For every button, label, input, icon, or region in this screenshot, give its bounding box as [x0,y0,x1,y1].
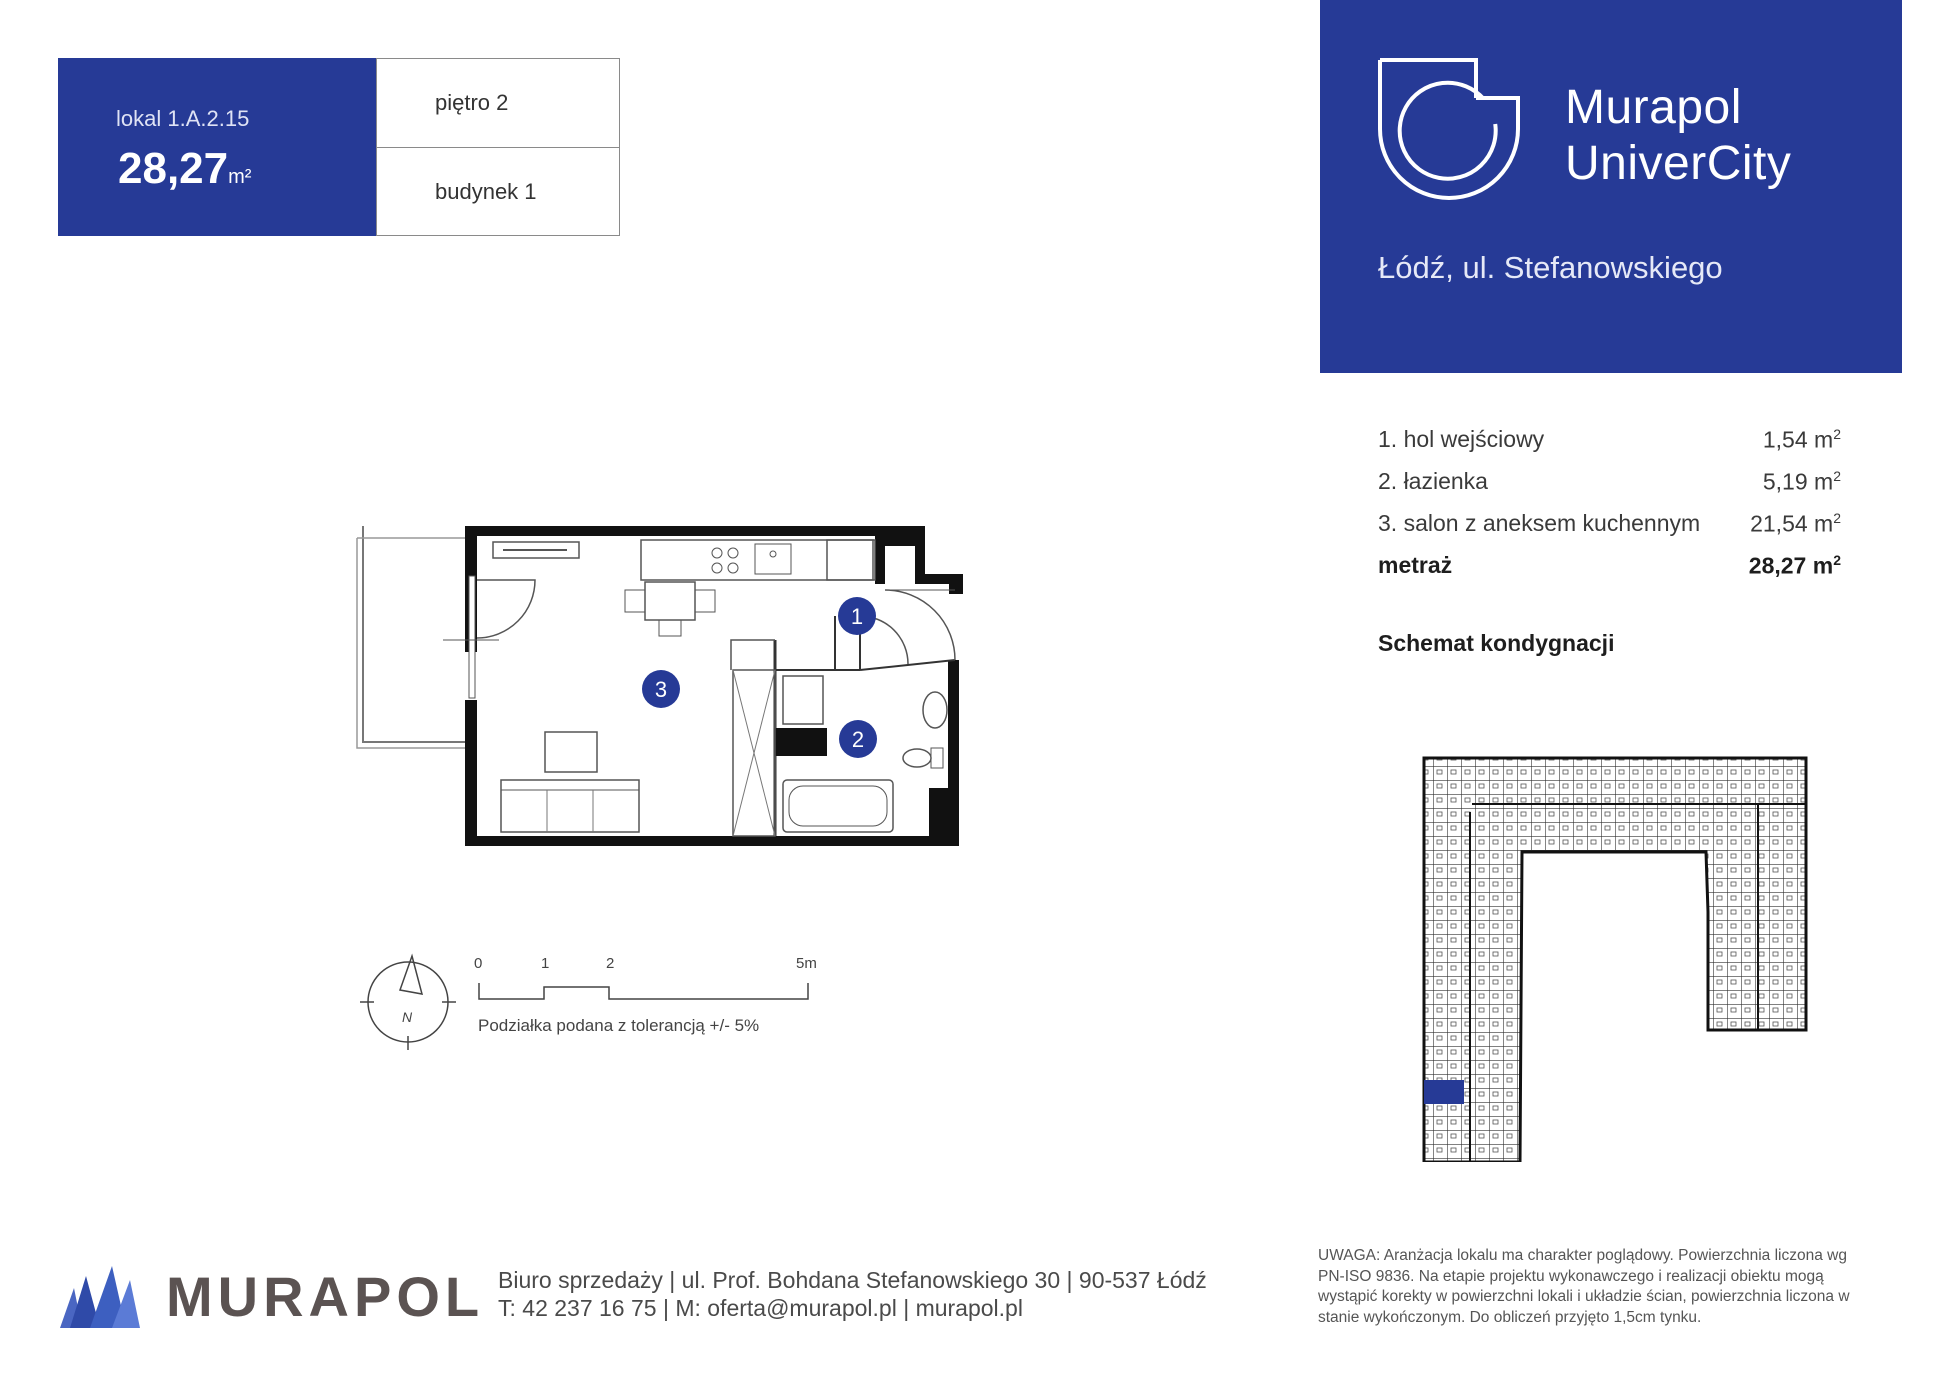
room-row: 3. salon z aneksem kuchennym 21,54 $m^2$ [1378,510,1841,537]
apartment-floor-plan [355,520,975,850]
rooms-table [1378,420,1841,588]
unit-location-box [376,58,620,236]
scale-tolerance-note: Podziałka podana z tolerancją +/- 5% [478,1016,760,1035]
room-row: 2. łazienka 5,19 $m^2$ [1378,468,1841,495]
total-area-row: metraż 28,27 $m^2$ [1378,552,1841,579]
room-row: 1. hol wejściowy 1,54 $m^2$ [1378,426,1841,453]
sales-office-info: Biuro sprzedaży | ul. Prof. Bohdana Stefanowskiego 30 | 90-537 Łódź T: 42 237 16 75 | M: oferta@murapol.pl | murapol.pl [498,1267,1207,1321]
murapol-logo-icon [60,1266,140,1328]
unit-summary-box [58,58,376,236]
murapol-logo-text: MURAPOL [166,1265,485,1328]
building-floor-scheme [1420,752,1810,1162]
univercity-logo-icon [1378,58,1520,200]
unit-location-highlight [1424,1080,1464,1104]
brand-name: Murapol UniverCity [1565,81,1792,190]
svg-text:N: N [402,1009,413,1025]
brand-panel [1320,0,1902,373]
building-label: budynek 1 [377,147,619,235]
unit-label: lokal 1.A.2.15 [116,106,250,131]
disclaimer-note: UWAGA: Aranżacja lokalu ma charakter poglądowy. Powierzchnia liczona wg PN-ISO 9836. Na etapie projektu wykonawczego i realizacji obiektu mogą wystąpić korekty w powierzchni lokali i układzie ścian, powierzchnia liczona w stanie wykończonym. Do obliczeń przyjęto 1,5cm tynku. [1318,1247,1850,1326]
compass-icon [360,950,460,1050]
room-marker-3-label: 3 [654,677,668,702]
scale-bar: 0 1 2 5m [474,955,824,1005]
room-marker-1-label: 1 [850,604,864,629]
floor-scheme-title: Schemat kondygnacji [1378,630,1615,656]
floor-label: piętro 2 [435,90,509,115]
unit-area: 28,27m² [118,144,252,193]
room-marker-2-label: 2 [851,727,865,752]
brand-address: Łódź, ul. Stefanowskiego [1378,250,1723,285]
